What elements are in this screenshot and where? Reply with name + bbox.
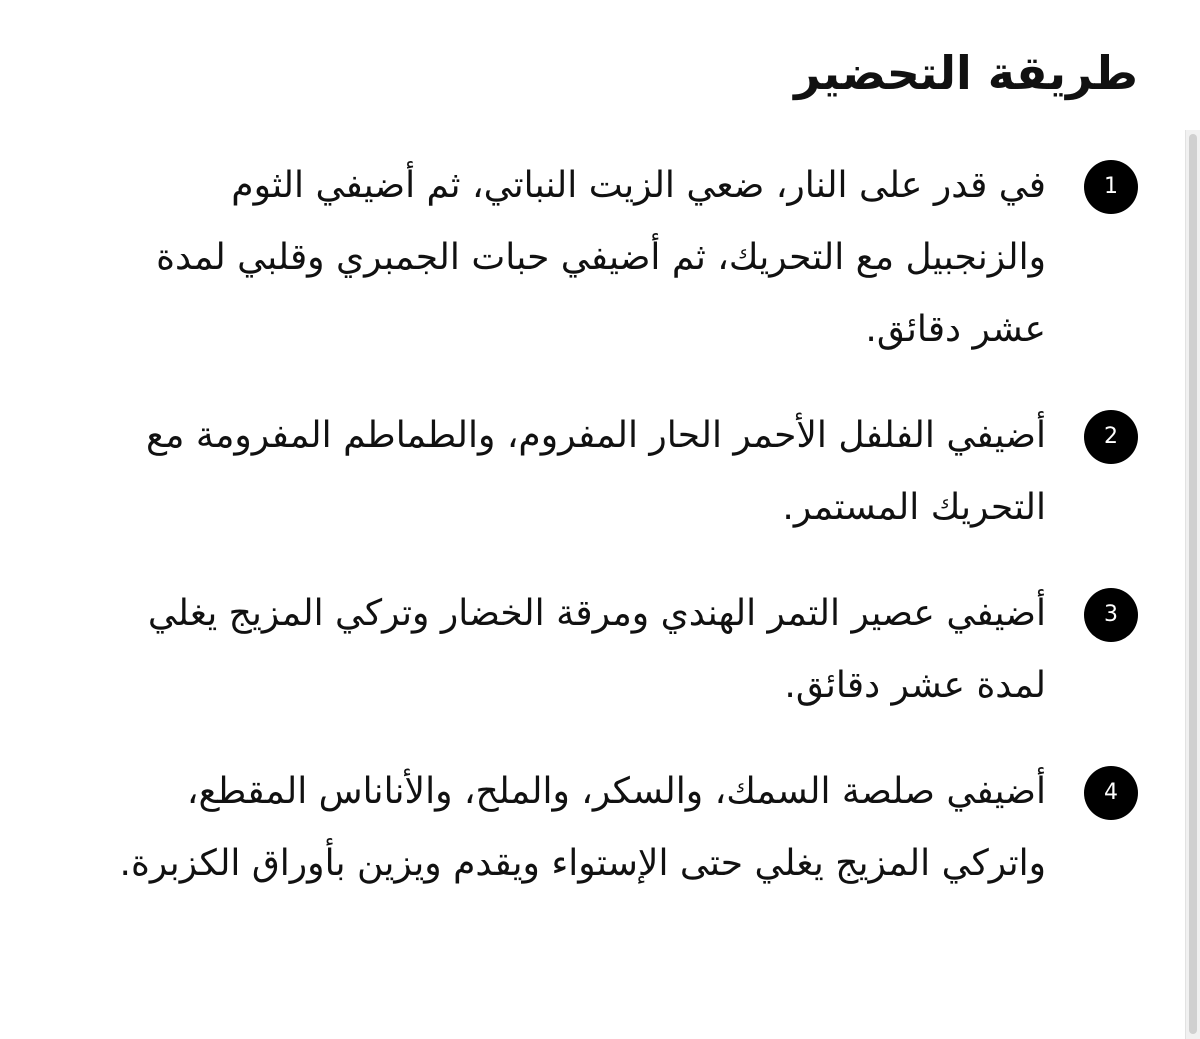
step-number-badge: 3 xyxy=(1084,588,1138,642)
scrollbar-track[interactable] xyxy=(1185,130,1200,1039)
step-item xyxy=(98,400,1138,544)
step-text: أضيفي الفلفل الأحمر الحار المفروم، والطماطم المفرومة مع التحريك المستمر. xyxy=(145,415,1046,528)
section-title: طريقة التحضير xyxy=(794,46,1138,100)
step-item xyxy=(98,150,1138,366)
step-text: في قدر على النار، ضعي الزيت النباتي، ثم أضيفي الثوم والزنجبيل مع التحريك، ثم أضيفي حبات الجمبري وقلبي لمدة عشر دقائق. xyxy=(156,165,1046,350)
step-number-badge: 1 xyxy=(1084,160,1138,214)
steps-list xyxy=(98,150,1138,934)
step-item xyxy=(98,756,1138,900)
step-text: أضيفي عصير التمر الهندي ومرقة الخضار وتركي المزيج يغلي لمدة عشر دقائق. xyxy=(147,593,1046,706)
step-item xyxy=(98,578,1138,722)
step-number-badge: 2 xyxy=(1084,410,1138,464)
step-number-badge: 4 xyxy=(1084,766,1138,820)
scrollbar-thumb[interactable] xyxy=(1189,134,1197,1034)
step-text: أضيفي صلصة السمك، والسكر، والملح، والأناناس المقطع، واتركي المزيج يغلي حتى الإستواء ويقدم ويزين بأوراق الكزبرة. xyxy=(119,771,1046,884)
